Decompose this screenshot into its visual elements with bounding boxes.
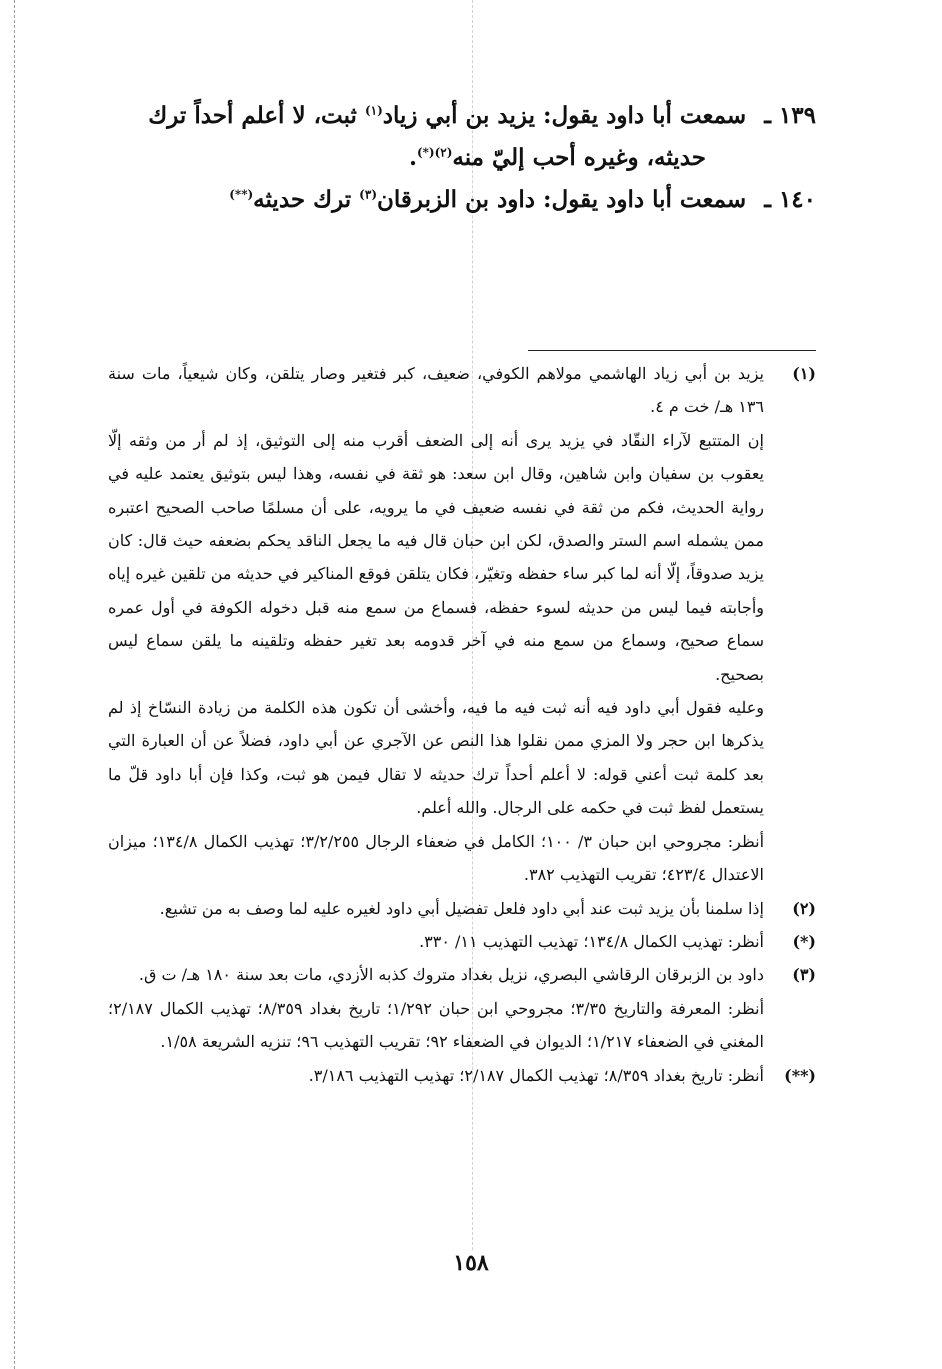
footnote-marker: (*) [792,931,816,951]
footnote-paragraph: أنظر: مجروحي ابن حبان ٣/ ١٠٠؛ الكامل في ضعفاء الرجال ٣/٢/٢٥٥؛ تهذيب الكمال ١٣٤/٨؛ ميزان الاعتدال ٤٢٣/٤؛ تقريب التهذيب ٣٨٢. [108,831,765,885]
footnote-body [108,958,764,1058]
entry-number: ١٣٩ ـ [764,102,816,129]
footnote-marker: (١) [792,364,816,383]
scan-margin-line [14,0,15,1369]
footnote-ref[interactable]: (٣) [359,187,377,202]
entry-text: سمعت أبا داود يقول: داود بن الزبرقان [377,186,747,213]
footnote-ref[interactable]: (**) [229,187,254,202]
footnote-paragraph: إن المتتبع لآراء النقّاد في يزيد يرى أنه إلى الضعف أقرب منه إلى التوثيق، إذ لم أر من وثقه إلّا يعقوب بن سفيان وابن شاهين، وقال ابن سعد: هو ثقة في نفسه، وهذا ليس بتوثيق يعتمد عليه في رواية الحديث، فكم من ثقة في نفسه ضعيف في ما يرويه، على أن مسلمًا صاحب الصحيح اعتبره ممن يشمله اسم الستر والصدق، لكن ابن حبان قال فيه ما يجعل الناقد يحكم بضعفه حيث قال: كان يزيد صدوقاً، إلّا أنه لما كبر ساء حفظه وتغيّر، فكان يتلقن فوقع المناكير في حديثه من تلقين غيره إياه وأجابته فيما ليس من حديثه لسوء حفظه، فسماع من سمع منه قبل دخوله الكوفة في أول عمره سماع صحيح، وسماع من سمع منه في آخر قدومه بعد تغير حفظه وتلقينه ما يلقن سماع ليس بصحيح. [108,430,764,684]
page-number: ١٥٨ [453,1250,489,1276]
footnote-ref[interactable]: (٢)(*) [416,145,453,160]
footnote-body [108,892,764,925]
footnote-paragraph: داود بن الزبرقان الرقاشي البصري، نزيل بغداد متروك كذبه الأزدي، مات بعد سنة ١٨٠ هـ/ ت ق. [138,965,764,985]
entry-text: ثبت، لا أعلم أحداً ترك [148,102,365,129]
footnote-marker: (٣) [792,965,816,985]
footnote-double-star [108,1059,816,1092]
footnote-marker: (٢) [792,898,816,918]
footnote-body [108,925,764,958]
footnotes [108,357,816,1092]
footnote-body [108,357,764,892]
main-text [108,95,816,221]
footnote-paragraph: يزيد بن أبي زياد الهاشمي مولاهم الكوفي، ضعيف، كبر فتغير وصار يتلقن، وكان شيعياً، مات سنة ١٣٦ هـ/ خت م ٤. [108,364,764,417]
footnote-paragraph: أنظر: المعرفة والتاريخ ٣/٣٥؛ مجروحي ابن حبان ١/٢٩٢؛ تاريخ بغداد ٨/٣٥٩؛ تهذيب الكمال ٢/١٨٧؛ المغني في الضعفاء ١/٢١٧؛ الديوان في الضعفاء ٩٢؛ تقريب التهذيب ٩٦؛ تنزيه الشريعة ١/٥٨. [108,998,765,1052]
footnote-1 [108,357,816,892]
footnote-body [108,1059,764,1092]
page-content [108,95,816,1085]
footnote-2 [108,892,816,925]
entry-139-continuation [108,137,816,179]
entry-140 [108,179,816,221]
entry-number: ١٤٠ ـ [764,186,816,213]
footnote-paragraph: أنظر: تهذيب الكمال ١٣٤/٨؛ تهذيب التهذيب ١١/ ٣٣٠. [419,931,764,951]
entry-text: . [408,144,417,171]
footnote-3 [108,958,816,1058]
footnote-paragraph: إذا سلمنا بأن يزيد ثبت عند أبي داود فلعل تفضيل أبي داود لغيره عليه لما وصف به من تشيع. [159,898,764,918]
entry-text: سمعت أبا داود يقول: يزيد بن أبي زياد [382,102,747,129]
entry-text: ترك حديثه [253,186,360,213]
footnote-paragraph: وعليه فقول أبي داود فيه أنه ثبت فيه ما فيه، وأخشى أن تكون هذه الكلمة من زيادة النسّاخ إذ لم يذكرها ابن حجر ولا المزي ممن نقلوا هذا النص عن الآجري عن أبي داود، فضلاً عن أن العبارة التي بعد كلمة ثبت أعني قوله: لا أعلم أحداً ترك حديثه لا تقال فيمن هو ثبت، وكذا فإن أبا داود قلّ ما يستعمل لفظ ثبت في حكمه على الرجال. والله أعلم. [108,698,764,818]
footnote-ref[interactable]: (١) [364,103,383,118]
entry-text: حديثه، وغيره أحب إليّ منه [452,144,706,171]
entry-139 [108,95,816,137]
footnote-divider [528,350,816,351]
footnote-marker: (**) [784,1065,816,1085]
footnote-paragraph: أنظر: تاريخ بغداد ٨/٣٥٩؛ تهذيب الكمال ٢/١٨٧؛ تهذيب التهذيب ٣/١٨٦. [308,1065,764,1085]
footnote-star [108,925,816,958]
